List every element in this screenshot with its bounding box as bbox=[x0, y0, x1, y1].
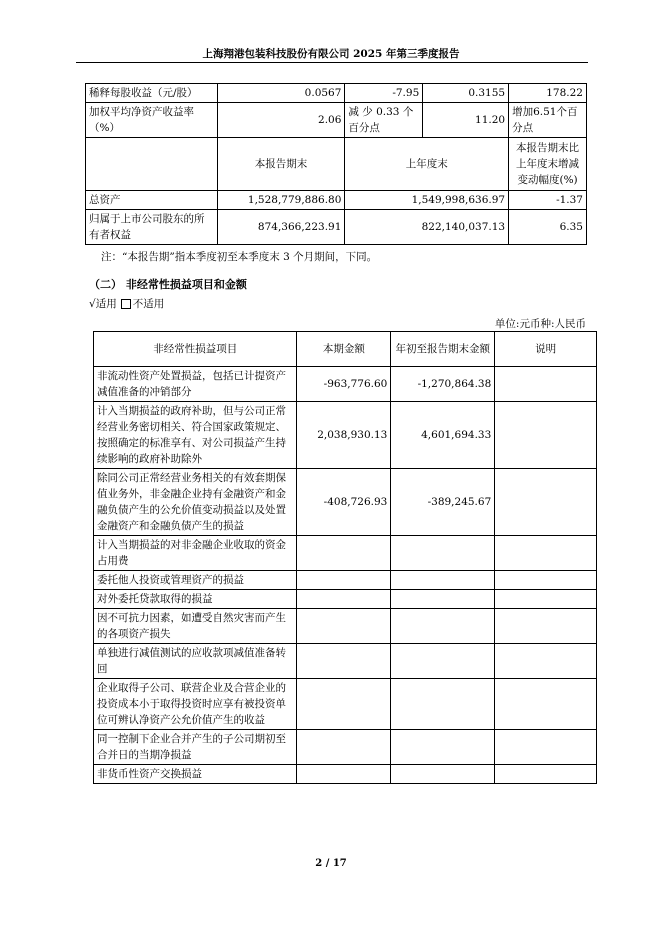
cell-ytd bbox=[391, 730, 495, 765]
cell-ytd: -1,270,864.38 bbox=[391, 367, 495, 402]
table-row bbox=[94, 367, 597, 402]
cell-value: -7.95 bbox=[345, 84, 423, 103]
table-row bbox=[94, 590, 597, 609]
column-header: 本报告期末比上年度末增减变动幅度(%) bbox=[509, 138, 587, 191]
row-label: 归属于上市公司股东的所有者权益 bbox=[86, 210, 218, 245]
column-header-ytd: 年初至报告期末金额 bbox=[391, 332, 495, 367]
table-row bbox=[94, 536, 597, 571]
cell-item: 非流动性资产处置损益，包括已计提资产减值准备的冲销部分 bbox=[94, 367, 297, 402]
cell-value: 874,366,223.91 bbox=[217, 210, 345, 245]
table-row bbox=[94, 571, 597, 590]
cell-value: 0.3155 bbox=[423, 84, 509, 103]
financial-indicators-table bbox=[85, 83, 587, 245]
page-number: 2 / 17 bbox=[315, 858, 347, 869]
table-header-row bbox=[94, 332, 597, 367]
table-note: 注：“本报告期”指本季度初至本季度末 3 个月期间，下同。 bbox=[101, 251, 378, 263]
cell-value: 减 少 0.33 个百分点 bbox=[345, 103, 423, 138]
cell-current bbox=[297, 571, 391, 590]
cell-item: 对外委托贷款取得的损益 bbox=[94, 590, 297, 609]
column-header: 本报告期末 bbox=[217, 138, 345, 191]
header-rule bbox=[76, 62, 588, 63]
cell-note bbox=[495, 402, 597, 469]
cell-value: 2.06 bbox=[217, 103, 345, 138]
table-row bbox=[94, 402, 597, 469]
cell-ytd bbox=[391, 765, 495, 784]
cell-item: 计入当期损益的政府补助，但与公司正常经营业务密切相关、符合国家政策规定、按照确定的标准享有、对公司损益产生持续影响的政府补助除外 bbox=[94, 402, 297, 469]
cell-note bbox=[495, 590, 597, 609]
column-header-item: 非经常性损益项目 bbox=[94, 332, 297, 367]
table-subheader-row bbox=[86, 138, 587, 191]
cell-note bbox=[495, 644, 597, 679]
cell-current bbox=[297, 609, 391, 644]
cell-current: -408,726.93 bbox=[297, 469, 391, 536]
cell-current: 2,038,930.13 bbox=[297, 402, 391, 469]
cell-note bbox=[495, 609, 597, 644]
cell-current: -963,776.60 bbox=[297, 367, 391, 402]
cell-ytd bbox=[391, 644, 495, 679]
table-row bbox=[94, 609, 597, 644]
cell-item: 非货币性资产交换损益 bbox=[94, 765, 297, 784]
cell-value: 11.20 bbox=[423, 103, 509, 138]
cell-current bbox=[297, 536, 391, 571]
table-row bbox=[94, 679, 597, 730]
not-applicable-label: 不适用 bbox=[132, 298, 165, 310]
cell-ytd bbox=[391, 536, 495, 571]
cell-note bbox=[495, 730, 597, 765]
cell-note bbox=[495, 536, 597, 571]
cell-ytd: -389,245.67 bbox=[391, 469, 495, 536]
cell-value: 6.35 bbox=[509, 210, 587, 245]
unit-label: 单位:元币种:人民币 bbox=[494, 318, 586, 330]
table-row bbox=[94, 730, 597, 765]
cell-ytd bbox=[391, 679, 495, 730]
cell-current bbox=[297, 765, 391, 784]
cell-note bbox=[495, 469, 597, 536]
table-row bbox=[86, 210, 587, 245]
applicability-line bbox=[89, 296, 164, 311]
column-header-current: 本期金额 bbox=[297, 332, 391, 367]
page-header: 上海翔港包装科技股份有限公司 2025 年第三季度报告 bbox=[202, 48, 460, 60]
cell-note bbox=[495, 571, 597, 590]
cell-item: 同一控制下企业合并产生的子公司期初至合并日的当期净损益 bbox=[94, 730, 297, 765]
row-label: 加权平均净资产收益率（%） bbox=[86, 103, 218, 138]
cell-current bbox=[297, 679, 391, 730]
cell-value: -1.37 bbox=[509, 191, 587, 210]
cell-value: 1,528,779,886.80 bbox=[217, 191, 345, 210]
cell-note bbox=[495, 765, 597, 784]
cell-ytd bbox=[391, 571, 495, 590]
section-title: （二） 非经常性损益项目和金额 bbox=[89, 278, 247, 291]
cell-value: 0.0567 bbox=[217, 84, 345, 103]
cell-item: 企业取得子公司、联营企业及合营企业的投资成本小于取得投资时应享有被投资单位可辨认净资产公允价值产生的收益 bbox=[94, 679, 297, 730]
table-row bbox=[94, 469, 597, 536]
applicable-label: 适用 bbox=[95, 298, 117, 310]
cell-ytd bbox=[391, 590, 495, 609]
cell-value: 822,140,037.13 bbox=[345, 210, 509, 245]
cell-item: 委托他人投资或管理资产的损益 bbox=[94, 571, 297, 590]
cell-ytd bbox=[391, 609, 495, 644]
table-row bbox=[94, 644, 597, 679]
column-header-note: 说明 bbox=[495, 332, 597, 367]
cell-item: 因不可抗力因素，如遭受自然灾害而产生的各项资产损失 bbox=[94, 609, 297, 644]
column-header: 上年度末 bbox=[345, 138, 509, 191]
cell-current bbox=[297, 590, 391, 609]
cell-current bbox=[297, 644, 391, 679]
cell-value: 增加6.51个百分点 bbox=[509, 103, 587, 138]
cell-ytd: 4,601,694.33 bbox=[391, 402, 495, 469]
cell-item: 计入当期损益的对非金融企业收取的资金占用费 bbox=[94, 536, 297, 571]
check-mark: √ bbox=[89, 298, 96, 310]
cell-item: 单独进行减值测试的应收款项减值准备转回 bbox=[94, 644, 297, 679]
table-row bbox=[86, 103, 587, 138]
empty-checkbox-icon bbox=[121, 299, 131, 309]
table-row bbox=[94, 765, 597, 784]
cell-note bbox=[495, 679, 597, 730]
non-recurring-items-table bbox=[93, 331, 597, 784]
table-row bbox=[86, 84, 587, 103]
cell-current bbox=[297, 730, 391, 765]
table-row bbox=[86, 191, 587, 210]
cell-value: 178.22 bbox=[509, 84, 587, 103]
row-label: 总资产 bbox=[86, 191, 218, 210]
cell-value: 1,549,998,636.97 bbox=[345, 191, 509, 210]
row-label: 稀释每股收益（元/股） bbox=[86, 84, 218, 103]
cell-item: 除同公司正常经营业务相关的有效套期保值业务外，非金融企业持有金融资产和金融负债产生的公允价值变动损益以及处置金融资产和金融负债产生的损益 bbox=[94, 469, 297, 536]
cell-note bbox=[495, 367, 597, 402]
